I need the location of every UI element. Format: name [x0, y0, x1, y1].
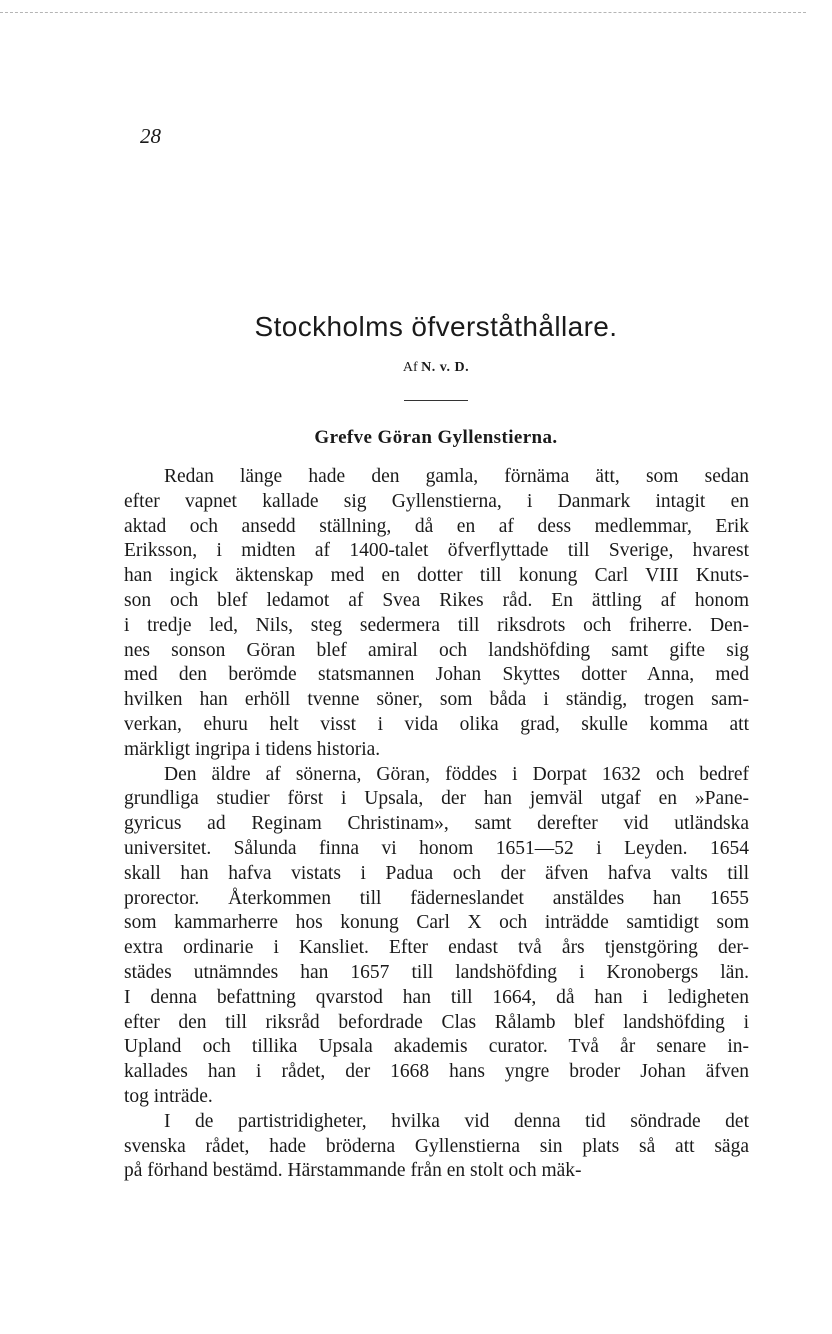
section-heading: Grefve Göran Gyllenstierna. — [314, 427, 558, 448]
byline — [0, 360, 832, 376]
text-line: Eriksson, i midten af 1400-talet öfverflyttade till Sverige, hvarest — [124, 540, 749, 562]
text-line: gyricus ad Reginam Christinam», samt derefter vid utländska — [124, 813, 749, 835]
text-line: Den äldre af sönerna, Göran, föddes i Dorpat 1632 och bedref — [164, 763, 749, 785]
text-line: märkligt ingripa i tidens historia. — [124, 738, 381, 760]
text-line: Upland och tillika Upsala akademis curator. Två år senare in- — [124, 1036, 749, 1058]
text-line: efter den till riksråd befordrade Clas Rålamb blef landshöfding i — [124, 1011, 749, 1033]
text-line: svenska rådet, hade bröderna Gyllenstierna sin plats så att säga — [124, 1135, 749, 1157]
text-line: kallades han i rådet, der 1668 hans yngre broder Johan äfven — [124, 1061, 749, 1083]
text-line: tog inträde. — [124, 1085, 213, 1107]
text-line: extra ordinarie i Kansliet. Efter endast två års tjenstgöring der- — [124, 937, 749, 959]
text-line: son och blef ledamot af Svea Rikes råd. En ättling af honom — [124, 589, 749, 611]
text-line: i tredje led, Nils, steg sedermera till riksdrots och friherre. Den- — [124, 614, 749, 636]
text-line: aktad och ansedd ställning, då en af dess medlemmar, Erik — [124, 515, 749, 537]
title-divider — [404, 400, 468, 401]
text-line: på förhand bestämd. Härstammande från en stolt och mäk- — [124, 1160, 582, 1182]
paragraph — [124, 763, 749, 1110]
text-line: som kammarherre hos konung Carl X och inträdde samtidigt som — [124, 912, 749, 934]
text-line: efter vapnet kallade sig Gyllenstierna, i Danmark intagit en — [124, 490, 749, 512]
byline-prefix: Af — [402, 360, 418, 375]
text-line: han ingick äktenskap med en dotter till konung Carl VIII Knuts- — [124, 565, 749, 587]
text-line: nes sonson Göran blef amiral och landshöfding samt gifte sig — [124, 639, 749, 661]
text-line: skall han hafva vistats i Padua och der äfven hafva valts till — [124, 862, 749, 884]
text-line: grundliga studier först i Upsala, der han jemväl utgaf en »Pane- — [124, 788, 749, 810]
paragraph — [124, 1110, 749, 1184]
article-body — [124, 465, 749, 1184]
text-line: Redan länge hade den gamla, förnäma ätt, som sedan — [164, 466, 749, 487]
text-line: verkan, ehuru helt visst i vida olika grad, skulle komma att — [124, 713, 749, 735]
article-title: Stockholms öfverståthållare. — [254, 311, 618, 342]
byline-author: N. v. D. — [421, 360, 470, 375]
top-border-line — [0, 12, 806, 13]
text-line: hvilken han erhöll tvenne söner, som båda i ständig, trogen sam- — [124, 689, 749, 711]
text-line: städes utnämndes han 1657 till landshöfding i Kronobergs län. — [124, 961, 749, 983]
page-number: 28 — [140, 124, 161, 148]
text-line: I denna befattning qvarstod han till 1664, då han i ledigheten — [124, 986, 749, 1008]
paragraph — [124, 465, 749, 763]
text-line: I de partistridigheter, hvilka vid denna tid söndrade det — [164, 1110, 749, 1132]
text-line: universitet. Sålunda finna vi honom 1651—52 i Leyden. 1654 — [124, 837, 749, 859]
text-line: prorector. Återkommen till fäderneslandet anstäldes han 1655 — [124, 887, 749, 909]
text-line: med den berömde statsmannen Johan Skyttes dotter Anna, med — [124, 664, 749, 686]
